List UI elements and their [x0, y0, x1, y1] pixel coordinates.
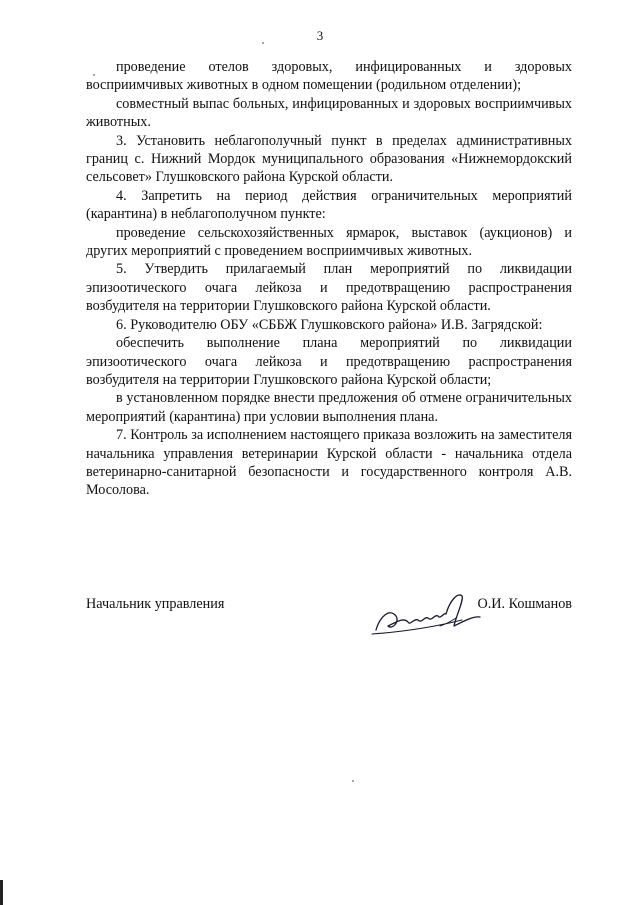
paragraph-fairs-restriction: проведение сельскохозяйственных ярмарок, выставок (аукционов) и других мероприятий с проведением восприимчивых животных.: [86, 224, 572, 260]
signature-block: [86, 596, 572, 666]
paragraph-item-4: 4. Запретить на период действия ограничительных мероприятий (карантина) в неблагополучном пункте:: [86, 187, 572, 223]
signer-name: О.И. Кошманов: [477, 596, 572, 612]
paragraph-item-7: 7. Контроль за исполнением настоящего приказа возложить на заместителя начальника управления ветеринарии Курской области - начальника отдела ветеринарно-санитарной безопасности и государственного контроля А.В. Мосолова.: [86, 427, 572, 499]
scan-edge-mark: [0, 880, 3, 905]
paragraph-item-5: 5. Утвердить прилагаемый план мероприятий по ликвидации эпизоотического очага лейкоза и предотвращению распространения возбудителя на территории Глушковского района Курской области.: [86, 261, 572, 315]
document-body: [86, 58, 572, 500]
scan-speck: [262, 42, 264, 44]
paragraph-item-6: 6. Руководителю ОБУ «СББЖ Глушковского района» И.В. Загрядской:: [116, 316, 543, 333]
scan-speck: [93, 74, 95, 76]
paragraph-grazing-restriction: совместный выпас больных, инфицированных и здоровых восприимчивых животных.: [86, 95, 572, 131]
paragraph-item-3: 3. Установить неблагополучный пункт в пределах административных границ с. Нижний Мордок муниципального образования «Нижнемордокский сельсовет» Глушковского района Курской области.: [86, 132, 572, 186]
handwritten-signature: [370, 586, 490, 646]
paragraph-ensure-plan: обеспечить выполнение плана мероприятий по ликвидации эпизоотического очага лейкоза и предотвращению распространения возбудителя на территории Глушковского района Курской области;: [86, 335, 572, 388]
paragraph-calving-restriction: проведение отелов здоровых, инфицированных и здоровых восприимчивых животных в одном помещении (родильном отделении);: [86, 59, 572, 94]
scan-speck: [352, 780, 354, 782]
paragraph-submit-proposals: в установленном порядке внести предложения об отмене ограничительных мероприятий (карантина) при условии выполнения плана.: [86, 390, 572, 425]
page-number: 3: [316, 28, 324, 43]
signer-title: Начальник управления: [86, 596, 225, 612]
